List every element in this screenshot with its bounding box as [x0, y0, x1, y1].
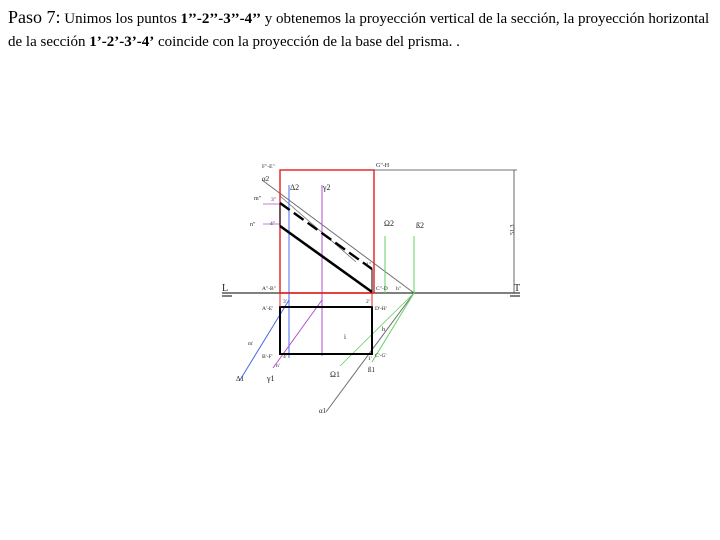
caption-text-1: Unimos los puntos — [60, 11, 181, 27]
plane-horizontal-trace — [326, 293, 414, 412]
label-p4h: 4' — [283, 354, 287, 360]
label-bf1: B'-F' — [262, 354, 273, 360]
label-gamma2: γ2 — [323, 183, 331, 192]
label-ae1: A'-E' — [262, 306, 274, 312]
label-dim: 51,3 — [510, 224, 516, 235]
label-top-right-corner: G"-H — [376, 163, 390, 169]
label-n2: n" — [250, 222, 256, 228]
label-i: i — [344, 333, 346, 341]
section-horizontal-projection — [280, 307, 372, 354]
alpha-blue-line — [240, 300, 289, 380]
label-beta1: ß1 — [368, 366, 375, 374]
label-m1: m' — [248, 341, 254, 347]
caption-points-vertical: 1’’-2’’-3’’-4’’ — [180, 11, 262, 27]
label-n1: n' — [276, 363, 280, 369]
label-m2: m" — [254, 196, 262, 202]
label-dh1: D'-H' — [375, 306, 387, 312]
label-omega1: Ω1 — [330, 370, 340, 379]
label-omega2: Ω2 — [384, 219, 394, 228]
label-delta1: Δ1 — [236, 375, 245, 383]
label-h1: h — [382, 327, 385, 333]
plane-vertical-trace — [262, 180, 414, 293]
label-gamma1: γ1 — [267, 374, 275, 383]
label-cd2: C"-D — [376, 286, 388, 292]
label-alpha2: α2 — [262, 175, 270, 183]
label-ab2: A"-B" — [262, 286, 276, 292]
label-beta2: ß2 — [416, 221, 424, 230]
label-cg1: C'-G' — [375, 353, 387, 359]
label-p1: 1" — [366, 262, 371, 268]
label-top-left-corner: F"-E" — [262, 164, 275, 170]
omega-horizontal-trace — [372, 293, 414, 362]
label-p2h: 2' — [366, 299, 370, 305]
caption-points-horizontal: 1’-2’-3’-4’ — [89, 34, 155, 50]
caption-text-3: coincide con la proyección de la base del prisma. . — [154, 34, 460, 50]
label-p4: 4" — [270, 221, 275, 227]
label-delta2: Δ2 — [290, 183, 300, 192]
caption-text-2: y obtenemos la proyección vertical de la sección, la proyección horizontal de la sección — [8, 11, 710, 50]
label-alpha1: α1 — [319, 407, 327, 415]
label-L: L — [222, 283, 229, 294]
label-p1h: 1' — [368, 356, 372, 362]
step-label: Paso 7: — [8, 7, 61, 27]
label-T: T — [514, 283, 521, 294]
label-p3h: 3' — [283, 299, 287, 305]
label-p3: 3" — [271, 197, 276, 203]
label-h2: h" — [396, 286, 401, 292]
